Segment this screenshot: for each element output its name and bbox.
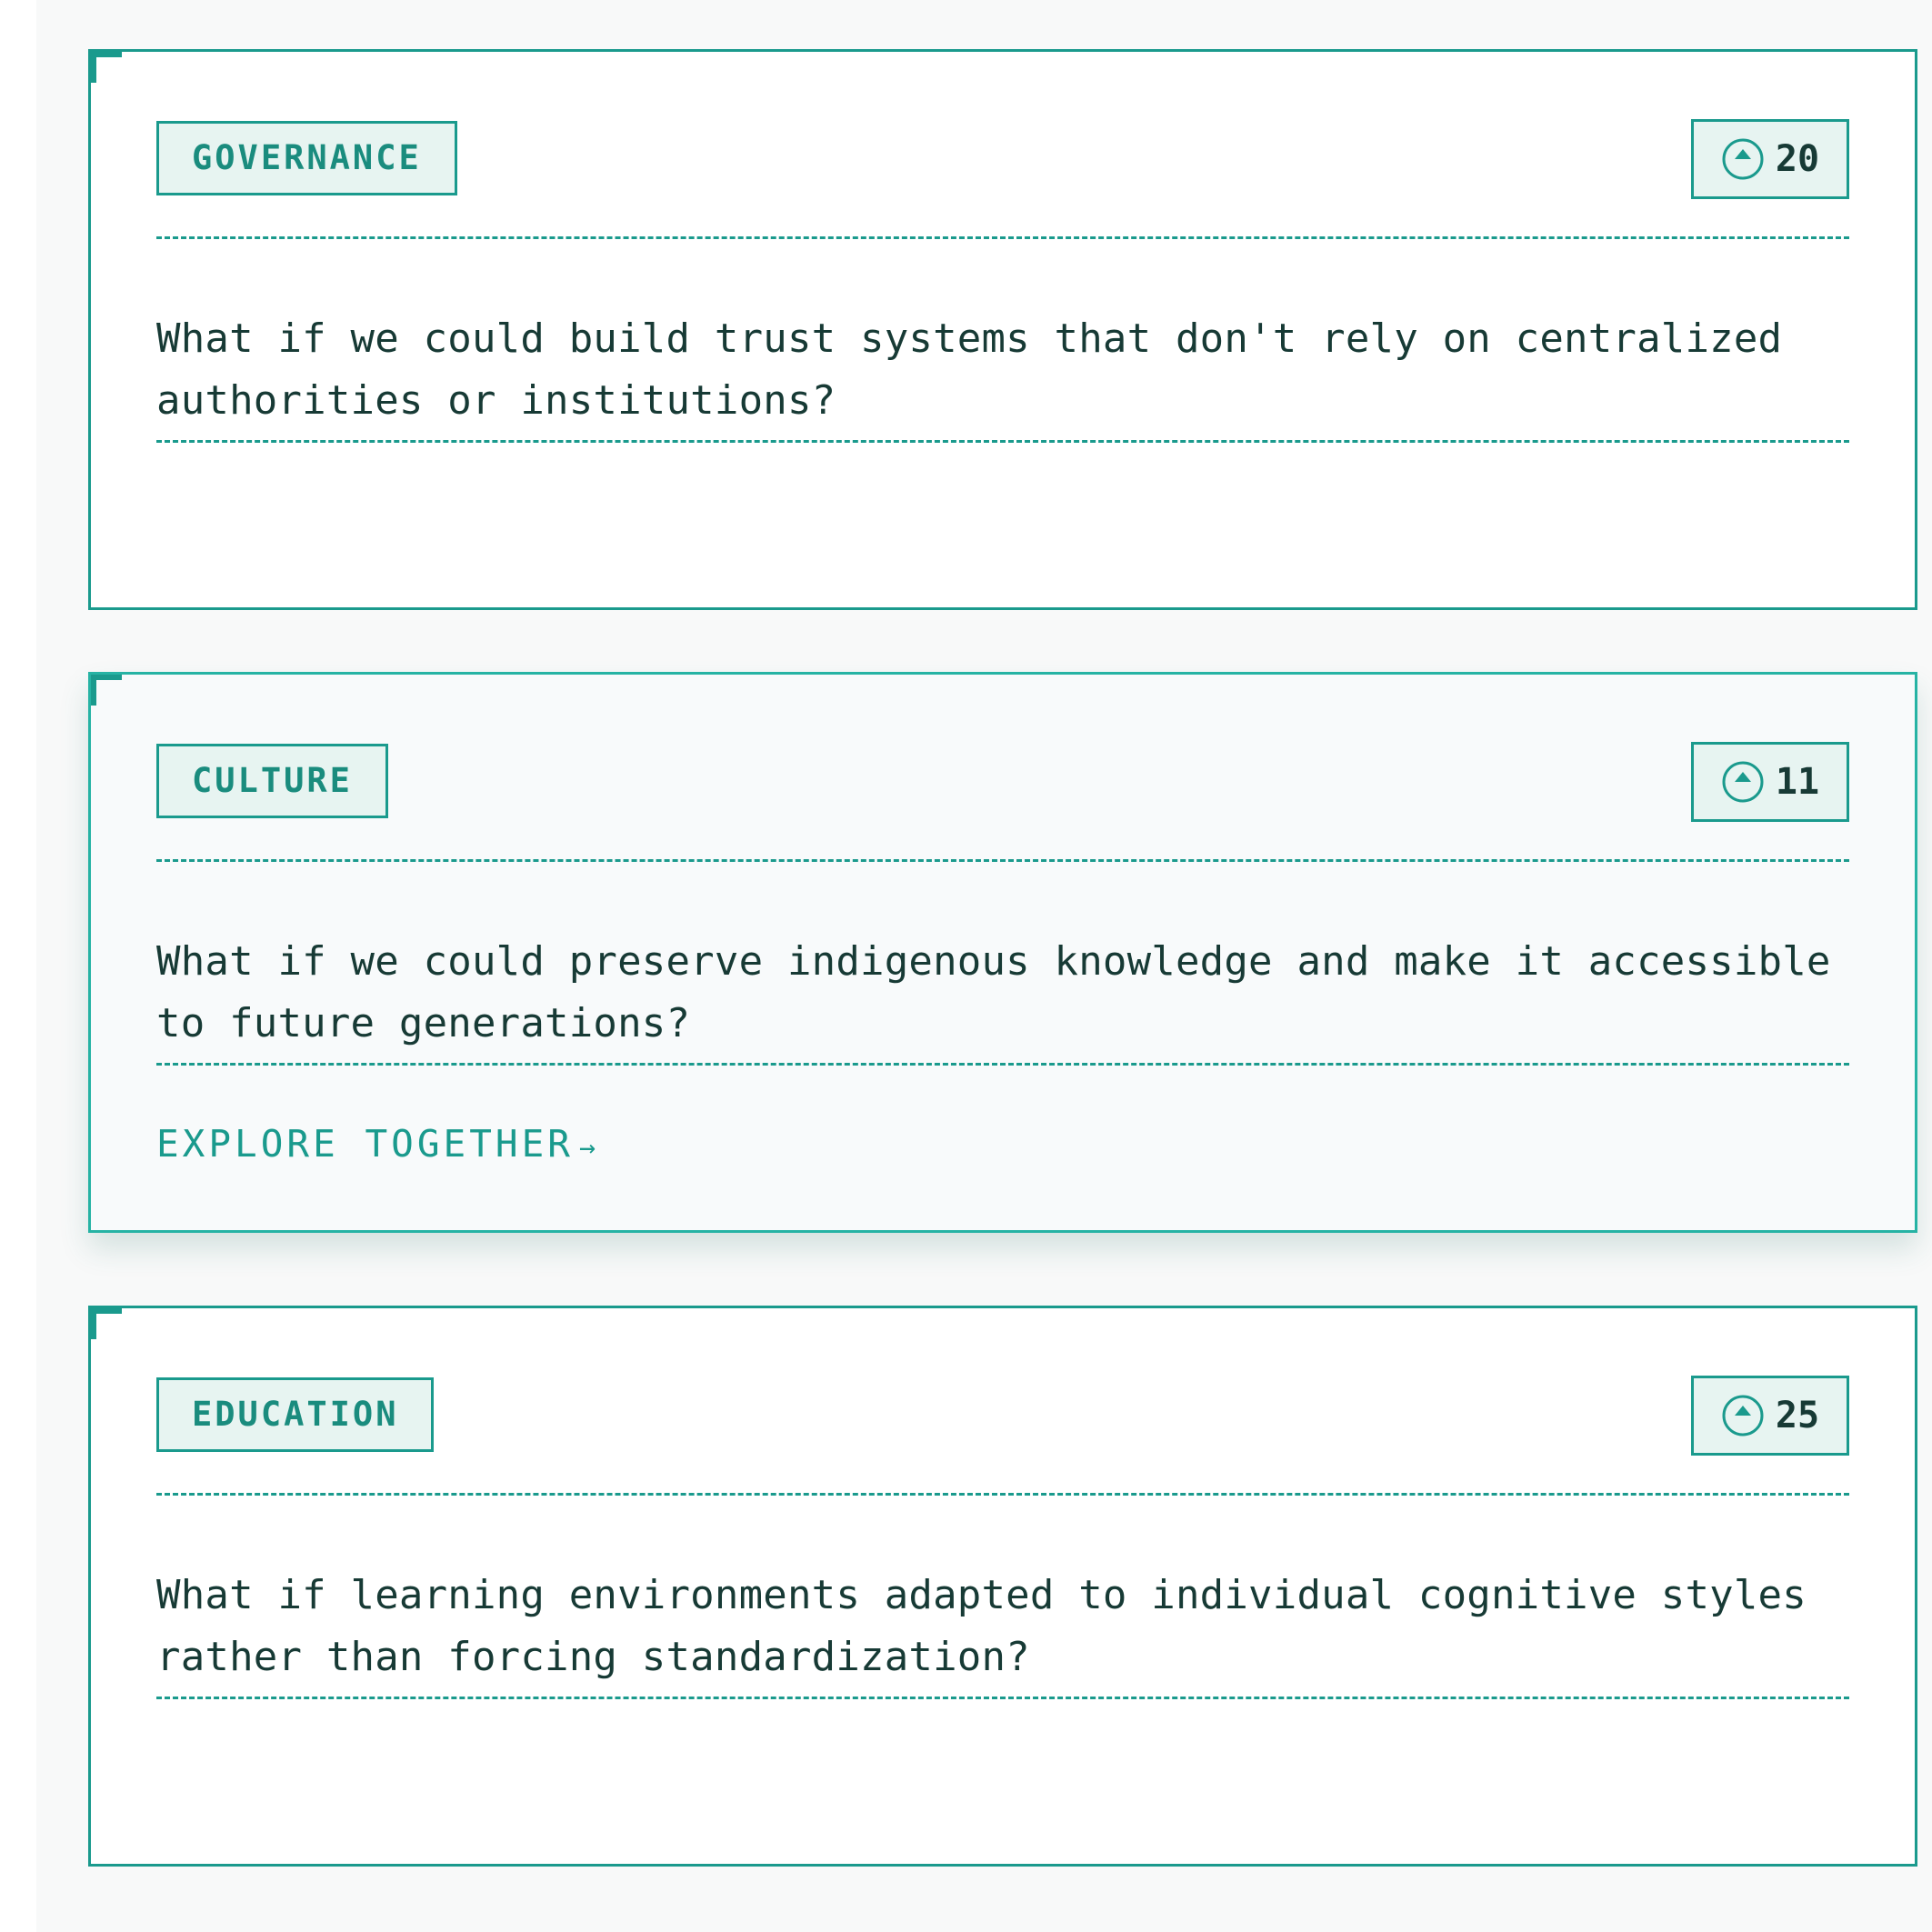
category-tag[interactable]: EDUCATION bbox=[156, 1377, 434, 1452]
dashed-divider bbox=[156, 1493, 1849, 1496]
card-corner-accent bbox=[91, 1308, 122, 1339]
explore-together-label: EXPLORE TOGETHER bbox=[156, 1122, 574, 1166]
card-header bbox=[156, 119, 1849, 201]
vote-count: 25 bbox=[1775, 1395, 1820, 1436]
dashed-divider bbox=[156, 1063, 1849, 1066]
card-corner-accent bbox=[91, 675, 122, 706]
dashed-divider bbox=[156, 440, 1849, 443]
upvote-circle-icon bbox=[1721, 137, 1765, 181]
idea-question: What if we could build trust systems that don't rely on centralized authorities or institutions? bbox=[156, 315, 1783, 424]
card-header bbox=[156, 742, 1849, 824]
idea-question: What if learning environments adapted to individual cognitive styles rather than forcing standardization? bbox=[156, 1572, 1807, 1680]
upvote-circle-icon bbox=[1721, 760, 1765, 804]
arrow-right-icon: → bbox=[578, 1132, 596, 1164]
upvote-button[interactable] bbox=[1691, 1376, 1849, 1456]
explore-together-link[interactable] bbox=[156, 1121, 596, 1171]
upvote-button[interactable] bbox=[1691, 742, 1849, 822]
idea-card[interactable] bbox=[88, 49, 1917, 610]
card-header bbox=[156, 1376, 1849, 1457]
dashed-divider bbox=[156, 1697, 1849, 1699]
upvote-circle-icon bbox=[1721, 1394, 1765, 1437]
dashed-divider bbox=[156, 859, 1849, 862]
upvote-button[interactable] bbox=[1691, 119, 1849, 199]
category-tag[interactable]: GOVERNANCE bbox=[156, 121, 457, 195]
idea-card[interactable] bbox=[88, 1306, 1917, 1867]
category-tag[interactable]: CULTURE bbox=[156, 744, 388, 818]
idea-card[interactable] bbox=[88, 672, 1917, 1233]
page-background bbox=[36, 0, 1932, 1932]
card-corner-accent bbox=[91, 52, 122, 83]
idea-question: What if we could preserve indigenous knowledge and make it accessible to future generations? bbox=[156, 938, 1831, 1046]
dashed-divider bbox=[156, 236, 1849, 239]
vote-count: 11 bbox=[1775, 761, 1820, 803]
vote-count: 20 bbox=[1775, 138, 1820, 180]
